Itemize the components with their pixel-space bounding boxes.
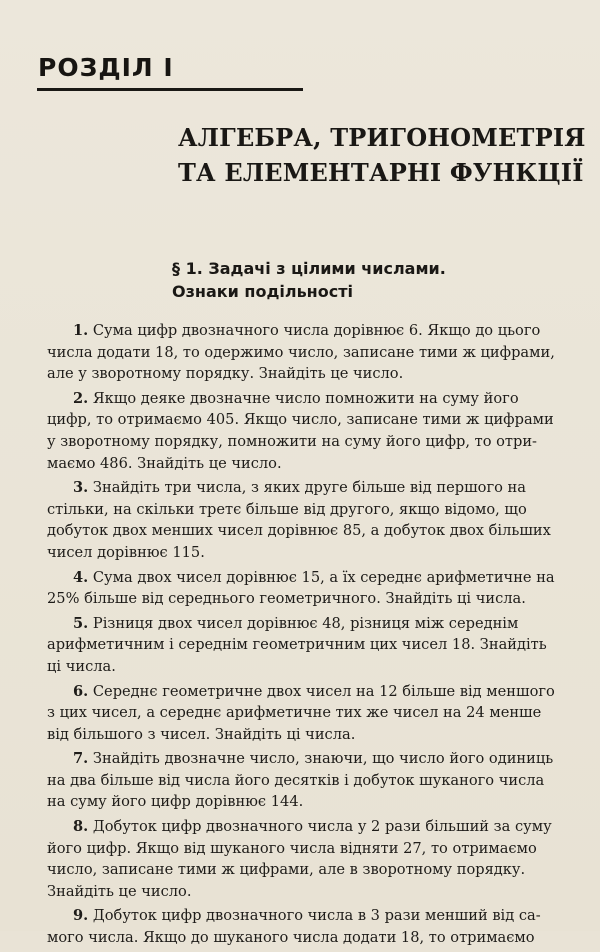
chapter-heading: РОЗДІЛ І: [38, 53, 174, 82]
problem-number: 4.: [73, 568, 89, 586]
problem-text: чисел дорівнює 115.: [47, 543, 205, 561]
problem-line: [47, 520, 583, 542]
chapter-rule: [37, 88, 303, 91]
problem-line: [47, 859, 583, 881]
problem-item: [47, 320, 583, 385]
problem-text: стільки, на скільки третє більше від другого, якщо відомо, що: [47, 500, 527, 518]
problem-line: [47, 342, 583, 364]
problem-line: [73, 320, 583, 342]
problem-text: Знайдіть три числа, з яких друге більше від першого на: [92, 479, 526, 497]
problem-text: Знайдіть це число.: [47, 882, 192, 900]
problem-text: його цифр. Якщо від шуканого числа відняти 27, то отримаємо: [47, 839, 537, 857]
problem-number: 1.: [73, 322, 89, 339]
problem-text: арифметичним і середнім геометричним цих чисел 18. Знайдіть: [47, 636, 547, 654]
problem-number: 7.: [73, 750, 89, 768]
problem-text: мого числа. Якщо до шуканого числа додати 18, то отримаємо: [47, 929, 535, 947]
problem-line: [47, 363, 583, 385]
problem-text: на два більше від числа його десятків і добуток шуканого числа: [47, 771, 545, 789]
problem-text: від більшого з чисел. Знайдіть ці числа.: [47, 725, 356, 743]
problem-line: [47, 634, 583, 656]
problem-item: [47, 567, 583, 610]
problem-item: [47, 748, 583, 813]
problem-text: але у зворотному порядку. Знайдіть це число.: [47, 365, 404, 383]
problem-line: [73, 613, 583, 635]
problem-line: [47, 499, 583, 521]
problem-line: [73, 477, 583, 499]
problem-item: [47, 477, 583, 563]
problem-line: [47, 702, 583, 724]
problem-line: [73, 388, 583, 410]
problem-number: 9.: [73, 907, 89, 925]
problem-text: Середнє геометричне двох чисел на 12 більше від меншого: [92, 682, 555, 700]
problem-text: маємо 486. Знайдіть це число.: [47, 454, 282, 472]
problem-text: числа додати 18, то одержимо число, записане тими ж цифрами,: [47, 343, 555, 361]
problem-text: цифр, то отримаємо 405. Якщо число, записане тими ж цифрами: [47, 411, 554, 429]
chapter-title-line: АЛГЕБРА, ТРИГОНОМЕТРІЯ: [178, 123, 586, 152]
problem-text: Добуток цифр двозначного числа у 2 рази більший за суму: [92, 818, 552, 836]
problem-line: [47, 838, 583, 860]
problem-text: число, записане тими ж цифрами, але в зворотному порядку.: [47, 861, 526, 879]
problem-text: Знайдіть двозначне число, знаючи, що число його одиниць: [92, 750, 554, 768]
problem-text: у зворотному порядку, помножити на суму його цифр, то отри-: [47, 432, 537, 450]
problem-item: [47, 388, 583, 474]
section-heading: [172, 257, 552, 303]
section-heading-line: § 1. Задачі з цілими числами.: [172, 259, 446, 278]
chapter-title: [178, 120, 586, 190]
problem-number: 5.: [73, 614, 89, 632]
problem-text: Якщо деяке двозначне число помножити на суму його: [92, 389, 519, 407]
problem-text: ці числа.: [47, 657, 116, 675]
problem-line: [73, 748, 583, 770]
problem-line: [47, 453, 583, 475]
problem-text: 25% більше від середнього геометричного. Знайдіть ці числа.: [47, 590, 526, 608]
problem-line: [73, 567, 583, 589]
problem-number: 8.: [73, 818, 89, 836]
problem-number: 6.: [73, 682, 89, 700]
problem-text: Різниця двох чисел дорівнює 48, різниця між середнім: [92, 614, 519, 632]
problem-line: [47, 927, 583, 949]
problem-line: [47, 409, 583, 431]
problem-line: [47, 431, 583, 453]
problem-line: [47, 588, 583, 610]
problem-line: [47, 724, 583, 746]
problem-line: [47, 542, 583, 564]
problem-text: добуток двох менших чисел дорівнює 85, а добуток двох більших: [47, 522, 551, 540]
problem-text: Добуток цифр двозначного числа в 3 рази менший від са-: [92, 907, 541, 925]
problem-number: 2.: [73, 389, 89, 407]
problem-text: Сума двох чисел дорівнює 15, а їх середнє арифметичне на: [92, 568, 555, 586]
problem-line: [73, 816, 583, 838]
problem-line: [47, 881, 583, 903]
problem-text: Сума цифр двозначного числа дорівнює 6. Якщо до цього: [92, 322, 541, 339]
problem-line: [47, 791, 583, 813]
problem-text: на суму його цифр дорівнює 144.: [47, 793, 304, 811]
problem-line: [73, 681, 583, 703]
section-heading-line: Ознаки подільності: [172, 282, 353, 301]
problem-line: [73, 905, 583, 927]
problem-item: [47, 905, 583, 948]
problem-line: [47, 656, 583, 678]
problem-line: [47, 770, 583, 792]
problem-item: [47, 681, 583, 746]
problem-number: 3.: [73, 479, 89, 497]
problem-list: [47, 320, 583, 952]
chapter-title-line: ТА ЕЛЕМЕНТАРНІ ФУНКЦІЇ: [178, 158, 584, 187]
problem-item: [47, 613, 583, 678]
problem-text: з цих чисел, а середнє арифметичне тих же чисел на 24 менше: [47, 704, 542, 722]
problem-item: [47, 816, 583, 902]
